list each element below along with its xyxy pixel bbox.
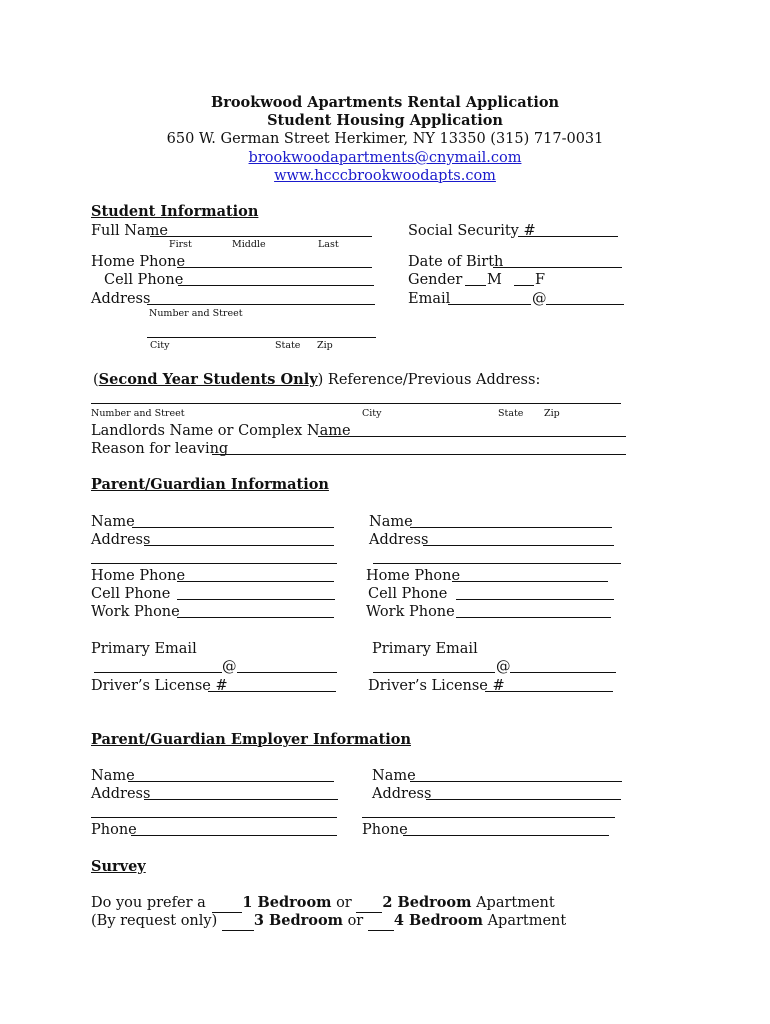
parent1-email-label: Primary Email (91, 641, 197, 657)
company-address: 650 W. German Street Herkimer, NY 13350 (315) 717-0031 (166, 131, 604, 147)
student-section-heading: Student Information (91, 203, 259, 220)
parent2-address-field[interactable] (423, 545, 614, 546)
employer2-phone-label: Phone (362, 822, 408, 838)
employer1-address-label: Address (91, 786, 151, 802)
state-caption: State (275, 340, 301, 351)
parent1-home-phone-label: Home Phone (91, 568, 186, 584)
four-bedroom-option: 4 Bedroom (393, 912, 483, 929)
employer2-phone-field[interactable] (403, 835, 609, 836)
ref-state-caption: State (498, 408, 524, 419)
parent1-address-line2-field[interactable] (91, 563, 337, 564)
survey-heading: Survey (91, 858, 146, 875)
three-bedroom-blank[interactable] (222, 912, 254, 931)
form-subtitle: Student Housing Application (267, 112, 503, 129)
parent2-email-label: Primary Email (372, 641, 478, 657)
ssn-label: Social Security # (408, 223, 536, 239)
dob-field[interactable] (493, 267, 622, 268)
ref-zip-caption: Zip (544, 408, 560, 419)
parent2-home-phone-field[interactable] (452, 581, 608, 582)
survey-prefer-text: Do you prefer a (91, 895, 206, 911)
parent1-name-field[interactable] (132, 527, 334, 528)
student-address-label: Address (91, 291, 151, 307)
employer-section-heading: Parent/Guardian Employer Information (91, 731, 411, 748)
student-home-phone-field[interactable] (177, 267, 372, 268)
employer2-name-field[interactable] (410, 781, 622, 782)
parent2-license-field[interactable] (485, 691, 613, 692)
reason-field[interactable] (212, 454, 626, 455)
last-caption: Last (318, 239, 339, 250)
full-name-field[interactable] (150, 236, 372, 237)
four-bedroom-blank[interactable] (368, 912, 394, 931)
parent1-name-label: Name (91, 514, 135, 530)
gender-female-field[interactable] (514, 285, 534, 286)
ref-city-caption: City (362, 408, 382, 419)
company-website-link[interactable]: www.hcccbrookwoodapts.com (274, 168, 496, 184)
parent2-work-phone-field[interactable] (456, 617, 611, 618)
middle-caption: Middle (232, 239, 266, 250)
ssn-field[interactable] (518, 236, 618, 237)
student-email-label: Email (408, 291, 451, 307)
parent1-email-domain-field[interactable] (237, 672, 337, 673)
reference-address-field[interactable] (91, 403, 621, 404)
employer2-address-field[interactable] (426, 799, 621, 800)
student-city-state-zip-field[interactable] (147, 337, 376, 338)
survey-line-2: (By request only) 3 Bedroom or 4 Bedroom Apartment (91, 912, 567, 929)
parent2-home-phone-label: Home Phone (366, 568, 461, 584)
one-bedroom-blank[interactable] (212, 894, 242, 913)
first-caption: First (169, 239, 192, 250)
student-email-domain-field[interactable] (546, 304, 624, 305)
parent2-email-at: @ (496, 659, 511, 675)
parent2-address-label: Address (369, 532, 429, 548)
employer2-address-label: Address (372, 786, 432, 802)
parent2-cell-phone-field[interactable] (456, 599, 614, 600)
parent1-address-label: Address (91, 532, 151, 548)
parent2-address-line2-field[interactable] (373, 563, 621, 564)
student-email-user-field[interactable] (448, 304, 531, 305)
full-name-label: Full Name (91, 223, 168, 239)
company-email-link[interactable]: brookwoodapartments@cnymail.com (248, 150, 522, 166)
landlord-field[interactable] (318, 436, 626, 437)
parent2-email-domain-field[interactable] (510, 672, 616, 673)
student-cell-phone-field[interactable] (178, 285, 374, 286)
three-bedroom-option: 3 Bedroom (253, 912, 343, 929)
reason-label: Reason for leaving (91, 441, 229, 457)
employer1-address-line2-field[interactable] (91, 817, 337, 818)
parent1-work-phone-field[interactable] (177, 617, 334, 618)
parent1-cell-phone-label: Cell Phone (91, 586, 171, 602)
parent2-name-label: Name (369, 514, 413, 530)
student-email-at: @ (532, 291, 547, 307)
employer1-phone-label: Phone (91, 822, 137, 838)
parent2-work-phone-label: Work Phone (366, 604, 455, 620)
parent-section-heading: Parent/Guardian Information (91, 476, 329, 493)
employer2-address-line2-field[interactable] (362, 817, 615, 818)
landlord-label: Landlords Name or Complex Name (91, 423, 351, 439)
employer2-name-label: Name (372, 768, 416, 784)
dob-label: Date of Birth (408, 254, 504, 270)
number-street-caption: Number and Street (149, 308, 243, 319)
gender-label: Gender (408, 272, 463, 288)
parent1-email-user-field[interactable] (94, 672, 222, 673)
one-bedroom-option: 1 Bedroom (242, 894, 332, 911)
parent1-home-phone-field[interactable] (177, 581, 334, 582)
parent1-email-at: @ (222, 659, 237, 675)
student-street-field[interactable] (147, 304, 375, 305)
parent1-work-phone-label: Work Phone (91, 604, 180, 620)
gender-female-option: F (535, 272, 546, 288)
city-caption: City (150, 340, 170, 351)
parent1-license-field[interactable] (208, 691, 336, 692)
parent1-license-label: Driver’s License # (91, 678, 228, 694)
form-title: Brookwood Apartments Rental Application (210, 94, 560, 111)
parent2-cell-phone-label: Cell Phone (368, 586, 448, 602)
parent2-email-user-field[interactable] (373, 672, 495, 673)
gender-male-option: M (487, 272, 502, 288)
employer1-phone-field[interactable] (131, 835, 337, 836)
employer1-address-field[interactable] (144, 799, 338, 800)
gender-male-field[interactable] (465, 285, 486, 286)
zip-caption: Zip (317, 340, 333, 351)
parent1-cell-phone-field[interactable] (177, 599, 335, 600)
parent1-address-field[interactable] (144, 545, 334, 546)
student-home-phone-label: Home Phone (91, 254, 186, 270)
two-bedroom-option: 2 Bedroom (382, 894, 472, 911)
parent2-license-label: Driver’s License # (368, 678, 505, 694)
employer1-name-label: Name (91, 768, 135, 784)
student-cell-phone-label: Cell Phone (104, 272, 184, 288)
reference-heading: (Second Year Students Only) Reference/Previous Address: (93, 371, 541, 388)
survey-request-text: (By request only) (91, 913, 218, 929)
survey-line-1: Do you prefer a 1 Bedroom or 2 Bedroom Apartment (91, 894, 555, 911)
two-bedroom-blank[interactable] (356, 894, 382, 913)
employer1-name-field[interactable] (128, 781, 334, 782)
parent2-name-field[interactable] (410, 527, 612, 528)
ref-number-street-caption: Number and Street (91, 408, 185, 419)
